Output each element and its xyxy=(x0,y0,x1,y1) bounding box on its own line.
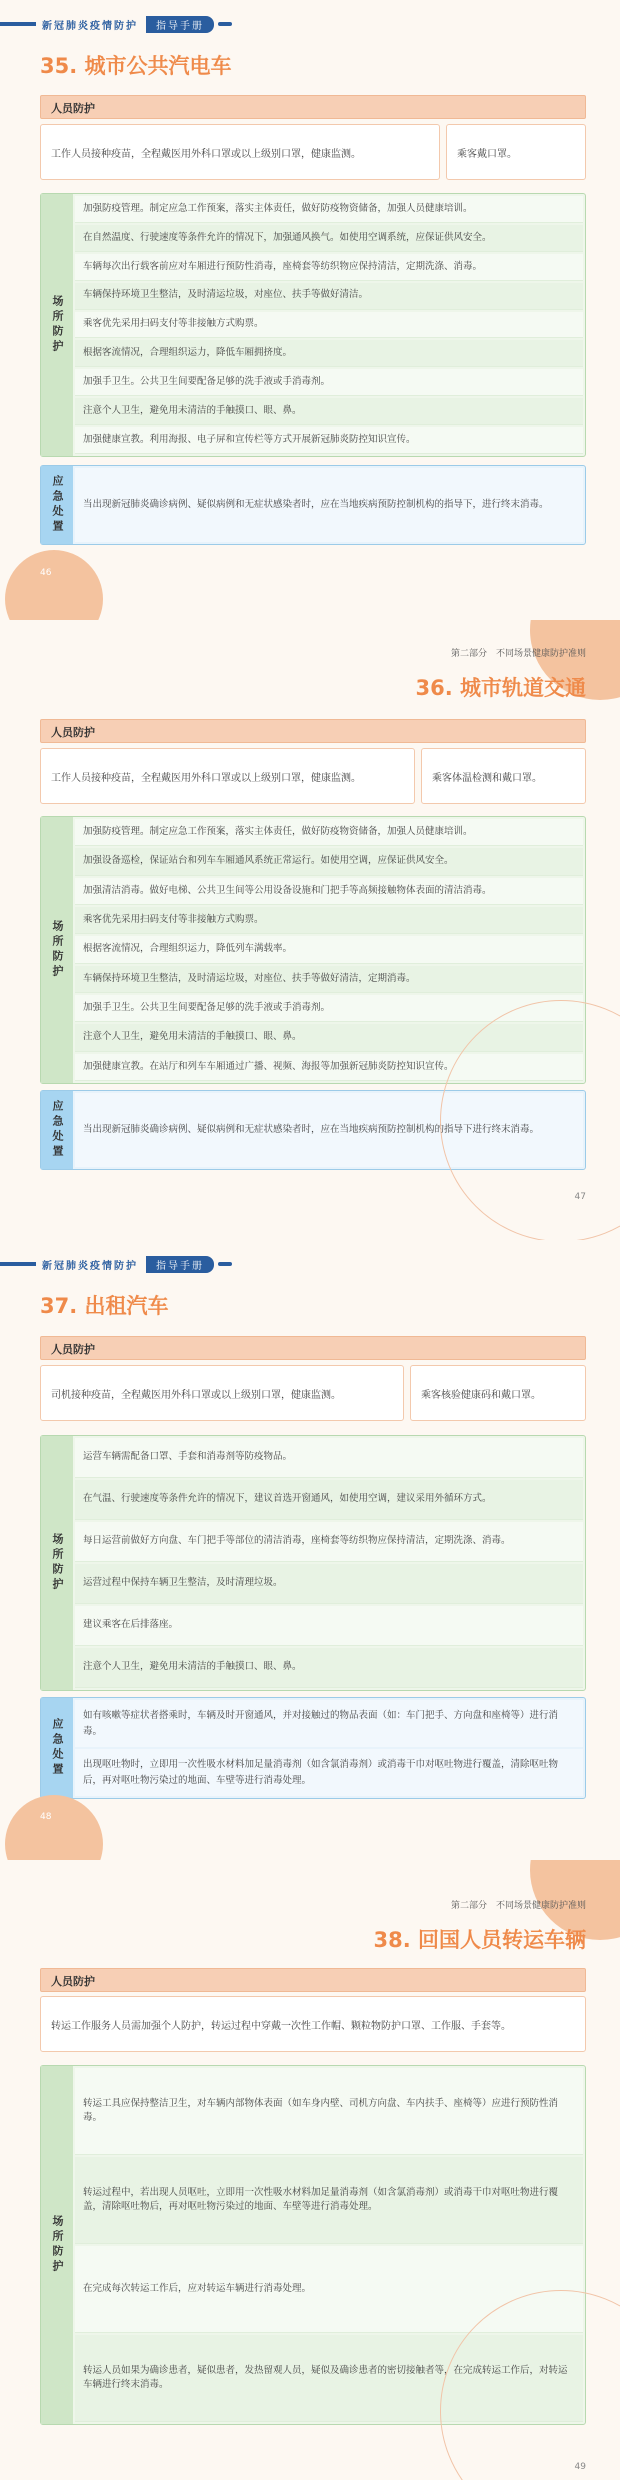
personnel-label: 人员防护 xyxy=(51,1343,95,1356)
site-item: 运营过程中保持车辆卫生整洁，及时清理垃圾。 xyxy=(75,1564,583,1604)
site-label-column xyxy=(41,1436,73,1690)
page-number: 48 xyxy=(40,1812,52,1822)
site-item: 加强健康宣教。在站厅和列车车厢通过广播、视频、海报等加强新冠肺炎防控知识宣传。 xyxy=(75,1054,583,1081)
site-label-column xyxy=(41,194,73,456)
site-item: 加强手卫生。公共卫生间要配备足够的洗手液或手消毒剂。 xyxy=(75,369,583,396)
emergency-label-column xyxy=(41,1091,73,1169)
header-dot xyxy=(218,22,232,26)
page-number: 47 xyxy=(574,1192,586,1202)
site-item: 加强设备巡检，保证站台和列车车厢通风系统正常运行。如使用空调，应保证供风安全。 xyxy=(75,848,583,875)
site-item: 车辆保持环境卫生整洁，及时清运垃圾，对座位、扶手等做好清洁，定期消毒。 xyxy=(75,966,583,993)
page-35 xyxy=(0,0,620,620)
site-item: 注意个人卫生，避免用未清洁的手触摸口、眼、鼻。 xyxy=(75,398,583,425)
site-item: 加强清洁消毒。做好电梯、公共卫生间等公用设备设施和门把手等高频接触物体表面的清洁消毒。 xyxy=(75,878,583,905)
header-dot xyxy=(218,1262,232,1266)
site-item: 在气温、行驶速度等条件允许的情况下，建议首选开窗通风，如使用空调，建议采用外循环方式。 xyxy=(75,1480,583,1520)
page-37 xyxy=(0,1240,620,1860)
site-item: 在自然温度、行驶速度等条件允许的情况下，加强通风换气。如使用空调系统，应保证供风安全。 xyxy=(75,225,583,252)
emergency-label: 应急处置 xyxy=(51,1718,64,1778)
site-item: 运营车辆需配备口罩、手套和消毒剂等防疫物品。 xyxy=(75,1438,583,1478)
emergency-label-column xyxy=(41,466,73,544)
header-badge: 指导手册 xyxy=(146,16,214,33)
decor-circle xyxy=(5,1795,103,1860)
site-item: 加强健康宣教。利用海报、电子屏和宣传栏等方式开展新冠肺炎防控知识宣传。 xyxy=(75,427,583,454)
personnel-staff-box: 司机接种疫苗，全程戴医用外科口罩或以上级别口罩，健康监测。 xyxy=(40,1365,404,1421)
header-title: 新冠肺炎疫情防护 xyxy=(42,20,138,32)
header-title: 新冠肺炎疫情防护 xyxy=(42,1260,138,1272)
section-title: 38. 回国人员转运车辆 xyxy=(373,1928,586,1952)
site-item: 乘客优先采用扫码支付等非接触方式购票。 xyxy=(75,312,583,339)
personnel-staff-box: 工作人员接种疫苗，全程戴医用外科口罩或以上级别口罩，健康监测。 xyxy=(40,748,415,804)
personnel-passenger-box: 乘客体温检测和戴口罩。 xyxy=(421,748,586,804)
emergency-item: 当出现新冠肺炎确诊病例、疑似病例和无症状感染者时，应在当地疾病预防控制机构的指导下进行终末消毒。 xyxy=(75,1093,583,1167)
site-item: 乘客优先采用扫码支付等非接触方式购票。 xyxy=(75,907,583,934)
site-label-column xyxy=(41,817,73,1083)
site-item: 车辆每次出行载客前应对车厢进行预防性消毒，座椅套等纺织物应保持清洁，定期洗涤、消毒。 xyxy=(75,254,583,281)
site-item: 在完成每次转运工作后，应对转运车辆进行消毒处理。 xyxy=(75,2246,583,2333)
site-item: 加强防疫管理。制定应急工作预案，落实主体责任，做好防疫物资储备，加强人员健康培训。 xyxy=(75,819,583,846)
site-item: 注意个人卫生，避免用未清洁的手触摸口、眼、鼻。 xyxy=(75,1024,583,1051)
section-title: 35. 城市公共汽电车 xyxy=(40,54,232,78)
site-item: 根据客流情况，合理组织运力，降低列车满载率。 xyxy=(75,936,583,963)
site-item: 根据客流情况，合理组织运力，降低车厢拥挤度。 xyxy=(75,340,583,367)
header-bar xyxy=(0,16,232,32)
site-item: 转运工具应保持整洁卫生，对车辆内部物体表面（如车身内壁、司机方向盘、车内扶手、座椅等）应进行预防性消毒。 xyxy=(75,2068,583,2155)
emergency-item: 如有咳嗽等症状者搭乘时，车辆及时开窗通风，并对接触过的物品表面（如：车门把手、方向盘和座椅等）进行消毒。 xyxy=(75,1700,583,1747)
emergency-item: 出现呕吐物时，立即用一次性吸水材料加足量消毒剂（如含氯消毒剂）或消毒干巾对呕吐物进行覆盖，清除呕吐物后，再对呕吐物污染过的地面、车壁等进行消毒处理。 xyxy=(75,1749,583,1796)
site-item: 加强防疫管理。制定应急工作预案，落实主体责任，做好防疫物资储备，加强人员健康培训。 xyxy=(75,196,583,223)
site-label: 场所防护 xyxy=(51,295,64,355)
header-bar xyxy=(0,1256,232,1272)
personnel-label: 人员防护 xyxy=(51,102,95,115)
page-number: 46 xyxy=(40,568,52,578)
section-title: 36. 城市轨道交通 xyxy=(415,676,586,700)
site-item: 车辆保持环境卫生整洁，及时清运垃圾，对座位、扶手等做好清洁。 xyxy=(75,283,583,310)
site-label: 场所防护 xyxy=(51,2215,64,2275)
site-item: 建议乘客在后排落座。 xyxy=(75,1606,583,1646)
page-38 xyxy=(0,1860,620,2480)
emergency-label: 应急处置 xyxy=(51,475,64,535)
emergency-block xyxy=(40,1697,586,1799)
emergency-label: 应急处置 xyxy=(51,1100,64,1160)
personnel-passenger-box: 乘客戴口罩。 xyxy=(446,124,586,180)
site-item: 加强手卫生。公共卫生间要配备足够的洗手液或手消毒剂。 xyxy=(75,995,583,1022)
site-item: 转运过程中，若出现人员呕吐，立即用一次性吸水材料加足量消毒剂（如含氯消毒剂）或消毒干巾对呕吐物进行覆盖，清除呕吐物后，再对呕吐物污染过的地面、车壁等进行消毒处理。 xyxy=(75,2157,583,2244)
site-item: 每日运营前做好方向盘、车门把手等部位的清洁消毒，座椅套等纺织物应保持清洁，定期洗涤、消毒。 xyxy=(75,1522,583,1562)
site-label: 场所防护 xyxy=(51,920,64,980)
personnel-staff-box: 工作人员接种疫苗，全程戴医用外科口罩或以上级别口罩，健康监测。 xyxy=(40,124,440,180)
header-badge: 指导手册 xyxy=(146,1256,214,1273)
personnel-staff-box: 转运工作服务人员需加强个人防护，转运过程中穿戴一次性工作帽、颗粒物防护口罩、工作服、手套等。 xyxy=(40,1996,586,2052)
personnel-bar xyxy=(40,719,586,743)
section-footer: 第二部分 不同场景健康防护准则 xyxy=(450,649,586,659)
site-item: 注意个人卫生，避免用未清洁的手触摸口、眼、鼻。 xyxy=(75,1648,583,1688)
header-stripe xyxy=(0,1262,36,1266)
site-protection-block xyxy=(40,1435,586,1691)
personnel-bar xyxy=(40,95,586,119)
section-footer: 第二部分 不同场景健康防护准则 xyxy=(450,1901,586,1911)
personnel-label: 人员防护 xyxy=(51,1975,95,1988)
emergency-label-column xyxy=(41,1698,73,1798)
section-title: 37. 出租汽车 xyxy=(40,1294,169,1318)
site-protection-block xyxy=(40,193,586,457)
personnel-passenger-box: 乘客核验健康码和戴口罩。 xyxy=(410,1365,586,1421)
site-item: 转运人员如果为确诊患者，疑似患者，发热留观人员，疑似及确诊患者的密切接触者等，在完成转运工作后，对转运车辆进行终末消毒。 xyxy=(75,2335,583,2422)
page-number: 49 xyxy=(574,2462,586,2472)
emergency-item: 当出现新冠肺炎确诊病例、疑似病例和无症状感染者时，应在当地疾病预防控制机构的指导下，进行终末消毒。 xyxy=(75,468,583,542)
site-label-column xyxy=(41,2066,73,2424)
personnel-label: 人员防护 xyxy=(51,726,95,739)
personnel-bar xyxy=(40,1336,586,1360)
site-label: 场所防护 xyxy=(51,1533,64,1593)
page-36 xyxy=(0,620,620,1240)
decor-circle xyxy=(5,550,103,620)
header-stripe xyxy=(0,22,36,26)
emergency-block xyxy=(40,465,586,545)
personnel-bar xyxy=(40,1968,586,1992)
